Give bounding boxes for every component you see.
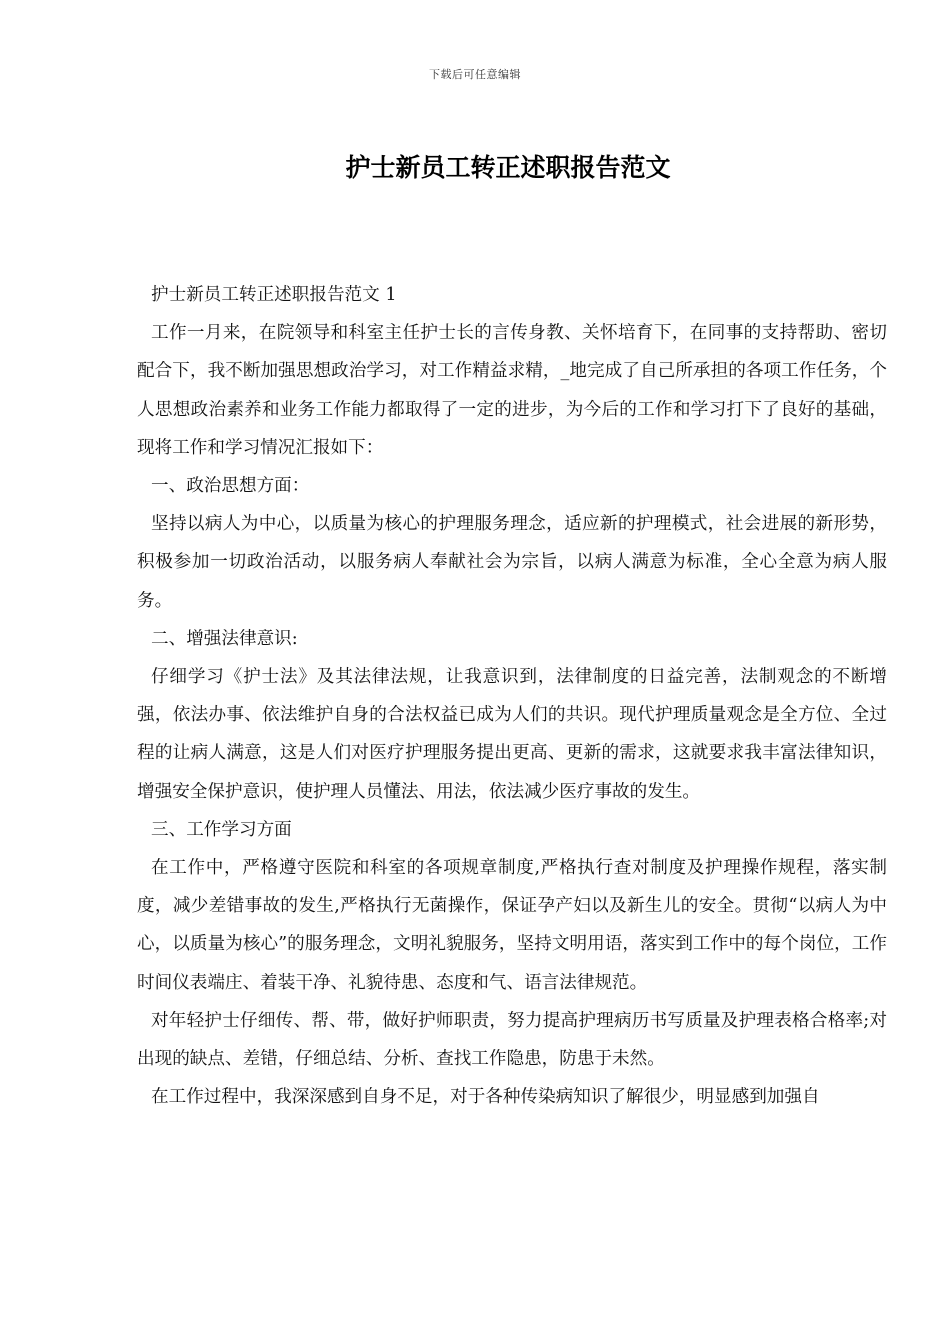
- paragraph-intro: 工作一月来，在院领导和科室主任护士长的言传身教、关怀培育下，在同事的支持帮助、密切配合下，我不断加强思想政治学习，对工作精益求精，_地完成了自己所承担的各项工作任务，个人思想政治素养和业务工作能力都取得了一定的进步，为今后的工作和学习打下了良好的基础，现将工作和学习情况汇报如下：: [137, 323, 887, 458]
- header-note: 下载后可任意编辑: [429, 68, 521, 81]
- section-heading-political: 一、政治思想方面：: [151, 476, 310, 497]
- section-heading-work-study: 三、工作学习方面: [151, 819, 292, 840]
- document-title: 护士新员工转正述职报告范文: [345, 153, 671, 182]
- paragraph-self-assessment: 在工作过程中，我深深感到自身不足，对于各种传染病知识了解很少，明显感到加强自: [151, 1087, 820, 1108]
- section-heading-sample-1: 护士新员工转正述职报告范文 1: [151, 285, 397, 305]
- paragraph-mentoring: 对年轻护士仔细传、帮、带，做好护师职责，努力提高护理病历书写质量及护理表格合格率;对出现的缺点、差错，仔细总结、分析、查找工作隐患，防患于未然。: [137, 1010, 887, 1070]
- paragraph-work-rules: 在工作中，严格遵守医院和科室的各项规章制度,严格执行查对制度及护理操作规程，落实制度，减少差错事故的发生,严格执行无菌操作，保证孕产妇以及新生儿的安全。贯彻“以病人为中心，以质量为核心”的服务理念，文明礼貌服务，坚持文明用语，落实到工作中的每个岗位，工作时间仪表端庄、着装干净、礼貌待患、态度和气、语言法律规范。: [137, 858, 887, 993]
- section-heading-legal: 二、增强法律意识:: [151, 628, 298, 649]
- paragraph-political: 坚持以病人为中心，以质量为核心的护理服务理念，适应新的护理模式，社会进展的新形势，积极参加一切政治活动，以服务病人奉献社会为宗旨，以病人满意为标准，全心全意为病人服务。: [137, 514, 887, 611]
- paragraph-legal: 仔细学习《护士法》及其法律法规，让我意识到，法律制度的日益完善，法制观念的不断增强，依法办事、依法维护自身的合法权益已成为人们的共识。现代护理质量观念是全方位、全过程的让病人满意，这是人们对医疗护理服务提出更高、更新的需求，这就要求我丰富法律知识，增强安全保护意识，使护理人员懂法、用法，依法减少医疗事故的发生。: [137, 667, 887, 802]
- document-body: [137, 276, 887, 1116]
